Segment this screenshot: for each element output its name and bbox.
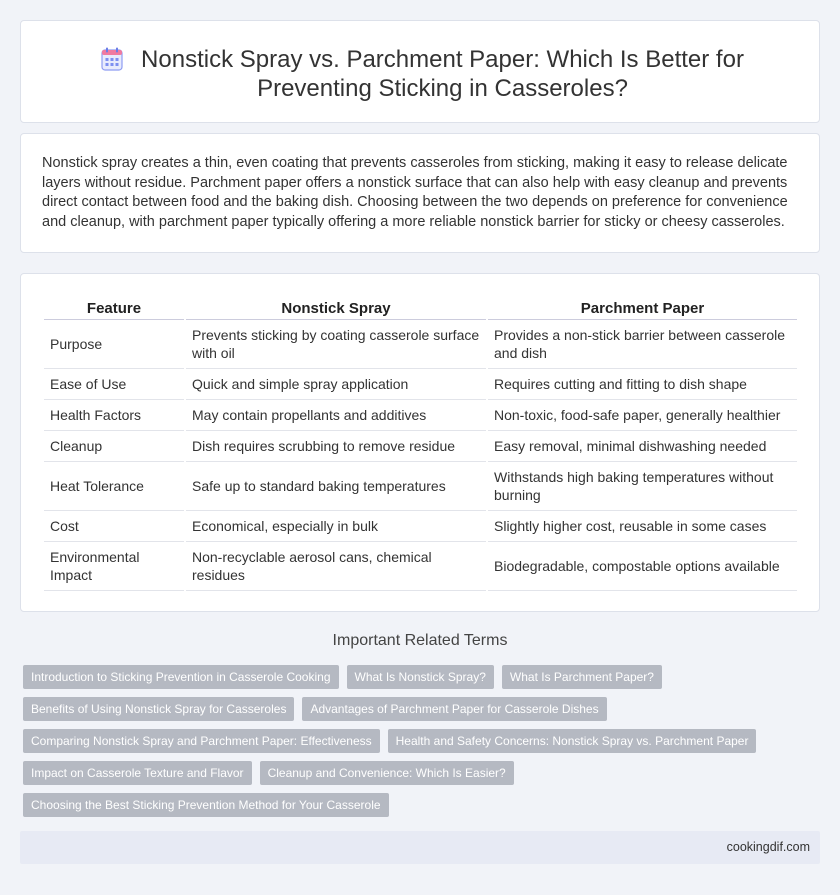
tag-row [23, 761, 803, 793]
related-term-tag[interactable]: What Is Parchment Paper? [502, 665, 662, 689]
table-row [44, 431, 797, 462]
row-parchment: Provides a non-stick barrier between casserole and dish [488, 320, 797, 369]
related-term-tag[interactable]: Cleanup and Convenience: Which Is Easier? [260, 761, 514, 785]
row-feature: Health Factors [44, 400, 184, 431]
table-row [44, 400, 797, 431]
page-title: Nonstick Spray vs. Parchment Paper: Which Is Better for Preventing Sticking in Casseroles? [141, 46, 744, 102]
table-header-row [44, 294, 797, 320]
header-feature: Feature [44, 294, 184, 320]
row-feature: Cost [44, 511, 184, 542]
table-row [44, 369, 797, 400]
row-feature: Heat Tolerance [44, 462, 184, 511]
related-terms-list [23, 665, 803, 825]
row-parchment: Requires cutting and fitting to dish shape [488, 369, 797, 400]
row-feature: Environmental Impact [44, 542, 184, 591]
row-feature: Cleanup [44, 431, 184, 462]
related-term-tag[interactable]: Comparing Nonstick Spray and Parchment Paper: Effectiveness [23, 729, 380, 753]
row-parchment: Withstands high baking temperatures without burning [488, 462, 797, 511]
row-spray: Prevents sticking by coating casserole surface with oil [186, 320, 486, 369]
row-spray: Economical, especially in bulk [186, 511, 486, 542]
related-terms-title: Important Related Terms [332, 632, 508, 649]
comparison-table [42, 294, 799, 591]
tag-row [23, 793, 803, 825]
row-parchment: Biodegradable, compostable options available [488, 542, 797, 591]
tag-row [23, 665, 803, 697]
related-term-tag[interactable]: Impact on Casserole Texture and Flavor [23, 761, 252, 785]
row-spray: Non-recyclable aerosol cans, chemical residues [186, 542, 486, 591]
row-feature: Purpose [44, 320, 184, 369]
table-row [44, 542, 797, 591]
header-nonstick-spray: Nonstick Spray [186, 294, 486, 320]
table-row [44, 320, 797, 369]
row-parchment: Easy removal, minimal dishwashing needed [488, 431, 797, 462]
row-spray: Quick and simple spray application [186, 369, 486, 400]
title-card [20, 20, 820, 123]
row-parchment: Non-toxic, food-safe paper, generally healthier [488, 400, 797, 431]
related-term-tag[interactable]: Introduction to Sticking Prevention in Casserole Cooking [23, 665, 339, 689]
tag-row [23, 697, 803, 729]
related-term-tag[interactable]: Choosing the Best Sticking Prevention Method for Your Casserole [23, 793, 389, 817]
footer-site-link[interactable]: cookingdif.com [726, 840, 810, 854]
intro-card [20, 133, 820, 253]
row-spray: Safe up to standard baking temperatures [186, 462, 486, 511]
table-row [44, 462, 797, 511]
comparison-card [20, 273, 820, 612]
intro-paragraph: Nonstick spray creates a thin, even coating that prevents casseroles from sticking, making it easy to release delicate layers without residue. Parchment paper offers a nonstick surface that can also help with easy cleanup and prevents direct contact between food and the baking dish. Choosing between the two depends on preference for convenience and cleanup, with parchment paper typically offering a more reliable nonstick barrier for sticky or cheesy casseroles. [42, 155, 788, 230]
table-row [44, 511, 797, 542]
related-term-tag[interactable]: Advantages of Parchment Paper for Casserole Dishes [302, 697, 606, 721]
related-term-tag[interactable]: What Is Nonstick Spray? [347, 665, 494, 689]
row-feature: Ease of Use [44, 369, 184, 400]
related-term-tag[interactable]: Health and Safety Concerns: Nonstick Spray vs. Parchment Paper [388, 729, 757, 753]
tag-row [23, 729, 803, 761]
row-spray: Dish requires scrubbing to remove residue [186, 431, 486, 462]
row-parchment: Slightly higher cost, reusable in some cases [488, 511, 797, 542]
footer [20, 831, 820, 864]
row-spray: May contain propellants and additives [186, 400, 486, 431]
header-parchment-paper: Parchment Paper [488, 294, 797, 320]
related-term-tag[interactable]: Benefits of Using Nonstick Spray for Casseroles [23, 697, 294, 721]
